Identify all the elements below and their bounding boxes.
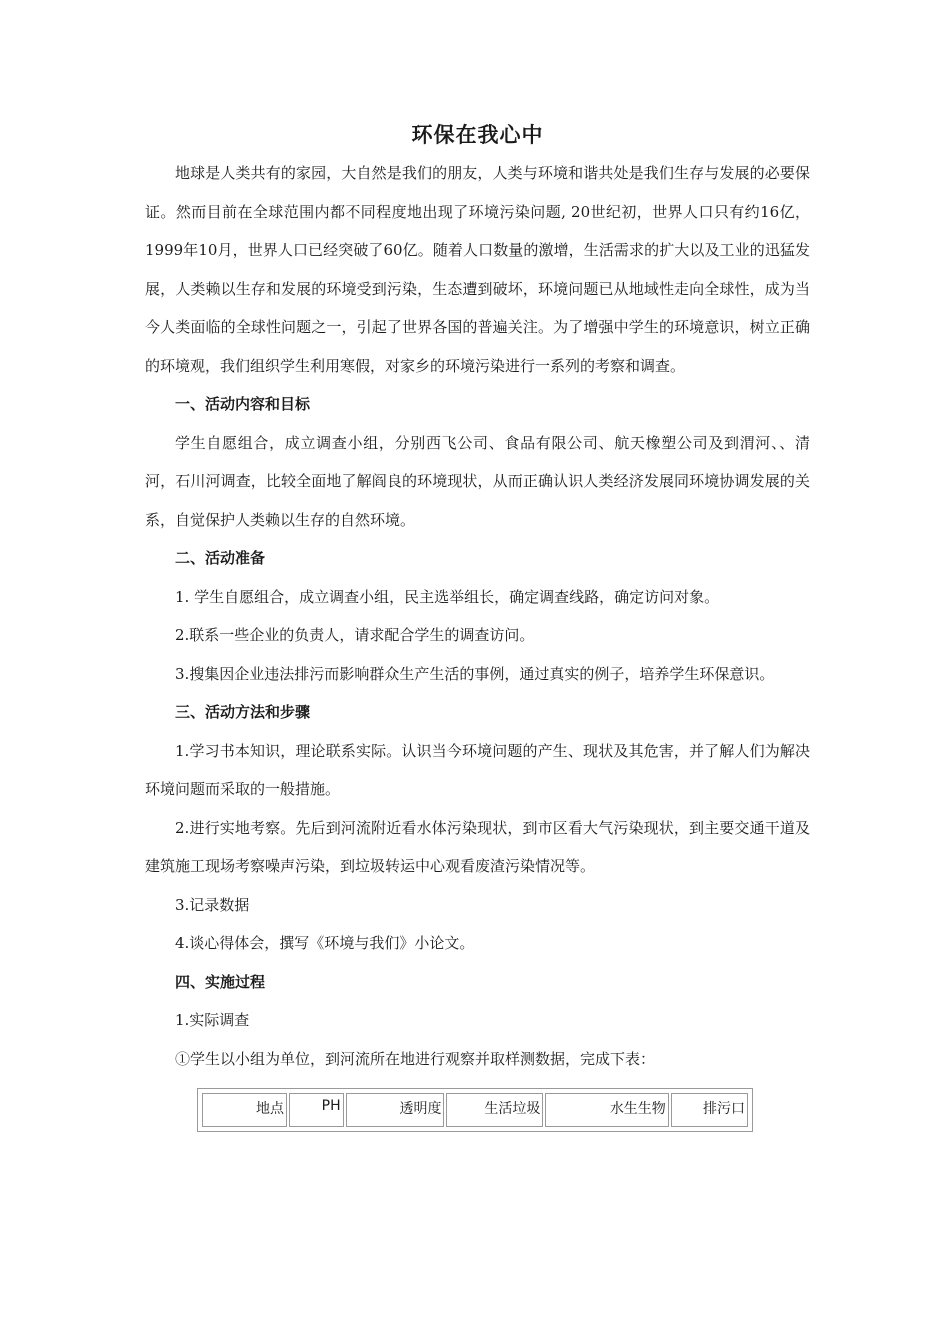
section-heading-2: 二、活动准备 [175, 549, 266, 567]
table-header-cell: 排污口 [671, 1093, 748, 1127]
section-heading-3: 三、活动方法和步骤 [175, 703, 311, 721]
section-heading-4: 四、实施过程 [175, 972, 266, 991]
section-3-item-4: 4.谈心得体会，撰写《环境与我们》小论文。 [175, 934, 475, 952]
survey-table-frame [197, 1088, 753, 1132]
intro-paragraph: 地球是人类共有的家园，大自然是我们的朋友，人类与环境和谐共处是我们生存与发展的必要保证。然而目前在全球范围内都不同程度地出现了环境污染问题, 20世纪初，世界人口只有约16亿，1999年10月，世界人口已经突破了60亿。随着人口数量的激增，生活需求的扩大以及工业的迅猛发展，人类赖以生存和发展的环境受到污染，生态遭到破坏，环境问题已从地域性走向全球性，成为当今人类面临的全球性问题之一，引起了世界各国的普遍关注。为了增强中学生的环境意识，树立正确的环境观，我们组织学生利用寒假，对家乡的环境污染进行一系列的考察和调查。 [145, 164, 810, 375]
section-4-item-2: ①学生以小组为单位，到河流所在地进行观察并取样测数据，完成下表： [175, 1049, 656, 1068]
section-2-item-2: 2.联系一些企业的负责人，请求配合学生的调查访问。 [175, 626, 535, 644]
table-header-cell: 水生生物 [545, 1093, 668, 1127]
section-4-item-1: 1.实际调查 [175, 1011, 250, 1029]
document-page [145, 118, 810, 1132]
survey-table [200, 1091, 750, 1129]
section-2-item-3: 3.搜集因企业违法排污而影响群众生产生活的事例，通过真实的例子，培养学生环保意识。 [175, 664, 775, 683]
section-2-item-1: 1. 学生自愿组合，成立调查小组，民主选举组长，确定调查线路，确定访问对象。 [175, 587, 720, 606]
table-header-cell: PH [289, 1093, 344, 1127]
table-header-cell: 地点 [202, 1093, 287, 1127]
section-heading-1: 一、活动内容和目标 [175, 395, 311, 413]
table-header-cell: 透明度 [346, 1093, 445, 1127]
section-1-paragraph: 学生自愿组合，成立调查小组，分别西飞公司、食品有限公司、航天橡塑公司及到渭河、、清河，石川河调查，比较全面地了解阎良的环境现状，从而正确认识人类经济发展同环境协调发展的关系，自觉保护人类赖以生存的自然环境。 [145, 433, 810, 529]
document-title: 环保在我心中 [411, 122, 544, 147]
table-header-row [202, 1093, 748, 1127]
section-3-item-1: 1.学习书本知识，理论联系实际。认识当今环境问题的产生、现状及其危害，并了解人们为解决环境问题而采取的一般措施。 [145, 741, 810, 798]
section-3-item-3: 3.记录数据 [175, 895, 250, 914]
section-3-item-2: 2.进行实地考察。先后到河流附近看水体污染现状，到市区看大气污染现状，到主要交通干道及建筑施工现场考察噪声污染，到垃圾转运中心观看废渣污染情况等。 [145, 818, 810, 875]
table-header-cell: 生活垃圾 [446, 1093, 543, 1127]
